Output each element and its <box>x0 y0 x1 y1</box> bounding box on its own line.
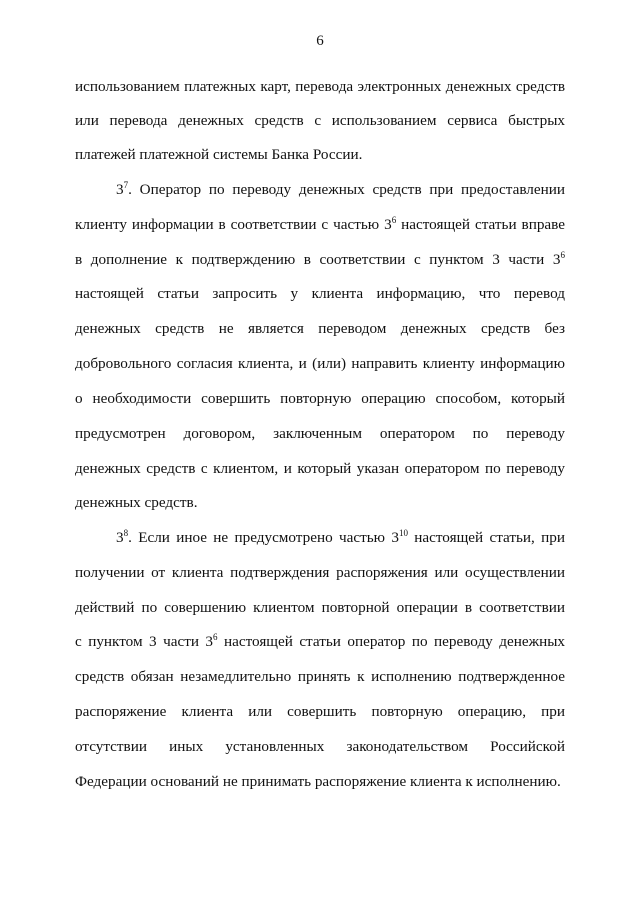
superscript: 6 <box>560 250 565 260</box>
paragraph-1-line-3 <box>75 146 565 164</box>
text-run: получении от клиента подтверждения распоряжения или осуществлении <box>75 564 565 581</box>
text-run: денежных средств не является переводом денежных средств без <box>75 320 565 337</box>
text-run: клиенту информации в соответствии с частью 3 <box>75 216 392 233</box>
text-run: с пунктом 3 части 3 <box>75 633 214 650</box>
text-run: платежей платежной системы Банка России. <box>75 146 363 163</box>
text-run: в дополнение к подтверждению в соответствии с пунктом 3 части 3 <box>75 251 561 268</box>
text-run: 3 <box>116 529 124 546</box>
page-number: 6 <box>316 33 324 49</box>
paragraph-3-line-7 <box>75 738 565 756</box>
text-run: добровольного согласия клиента, и (или) направить клиенту информацию <box>75 355 565 372</box>
paragraph-1-line-2 <box>75 112 565 130</box>
paragraph-2-line-8 <box>75 425 565 443</box>
text-run: 3 <box>116 181 124 198</box>
paragraph-1-line-1 <box>75 78 565 96</box>
paragraph-3-line-2 <box>75 564 565 582</box>
text-run: денежных средств с клиентом, и который указан оператором по переводу <box>75 460 565 477</box>
paragraph-2-line-9 <box>75 460 565 478</box>
paragraph-3-line-8 <box>75 773 565 791</box>
superscript: 6 <box>213 632 218 642</box>
text-run: настоящей статьи, при <box>407 529 566 546</box>
paragraph-2-line-2 <box>75 216 565 234</box>
text-run: или перевода денежных средств с использованием сервиса быстрых <box>75 112 565 129</box>
paragraph-3-line-5 <box>75 668 565 686</box>
paragraph-3-line-3 <box>75 599 565 617</box>
paragraph-2-line-7 <box>75 390 565 408</box>
paragraph-2-line-3 <box>75 251 565 269</box>
paragraph-2-line-4 <box>75 285 565 303</box>
paragraph-3-line-4 <box>75 633 565 651</box>
text-run: использованием платежных карт, перевода электронных денежных средств <box>75 78 565 95</box>
paragraph-2-line-5 <box>75 320 565 338</box>
text-run: денежных средств. <box>75 494 198 511</box>
paragraph-3-line-6 <box>75 703 565 721</box>
superscript: 8 <box>123 528 129 538</box>
text-run: отсутствии иных установленных законодательством Российской <box>75 738 565 755</box>
paragraph-2-line-1 <box>116 181 565 199</box>
paragraph-3-line-1 <box>116 529 565 547</box>
text-run: действий по совершению клиентом повторной операции в соответствии <box>75 599 565 616</box>
text-run: средств обязан незамедлительно принять к исполнению подтвержденное <box>75 668 565 685</box>
text-run: настоящей статьи оператор по переводу денежных <box>217 633 565 650</box>
text-run: настоящей статьи вправе <box>396 216 565 233</box>
paragraph-2-line-10 <box>75 494 565 512</box>
superscript: 7 <box>123 180 129 190</box>
superscript: 10 <box>398 528 408 538</box>
text-run: распоряжение клиента или совершить повторную операцию, при <box>75 703 565 720</box>
text-run: . Если иное не предусмотрено частью 3 <box>128 529 399 546</box>
superscript: 6 <box>391 215 397 225</box>
text-run: Федерации оснований не принимать распоряжение клиента к исполнению. <box>75 773 561 790</box>
text-run: предусмотрен договором, заключенным оператором по переводу <box>75 425 565 442</box>
text-run: . Оператор по переводу денежных средств при предоставлении <box>128 181 565 198</box>
text-run: настоящей статьи запросить у клиента информацию, что перевод <box>75 285 565 302</box>
text-run: о необходимости совершить повторную операцию способом, который <box>75 390 565 407</box>
paragraph-2-line-6 <box>75 355 565 373</box>
